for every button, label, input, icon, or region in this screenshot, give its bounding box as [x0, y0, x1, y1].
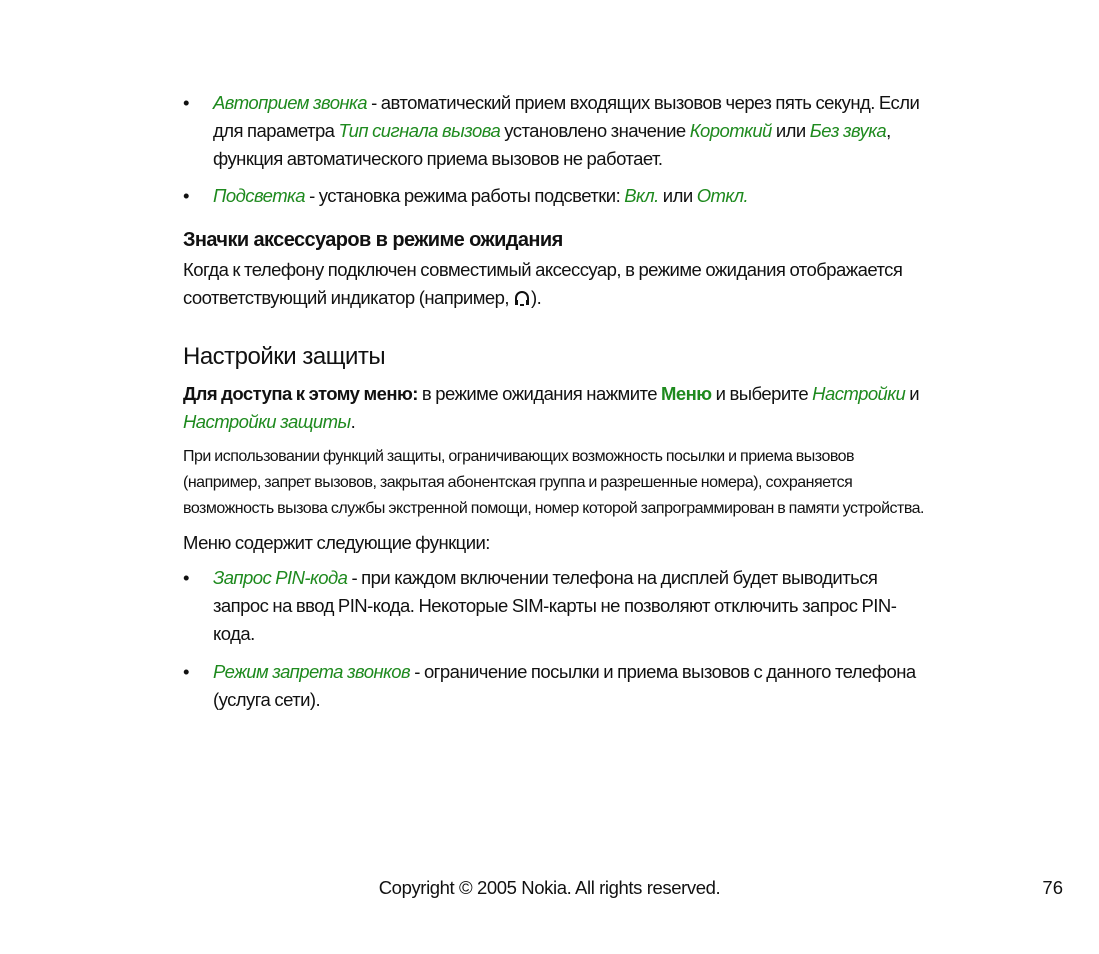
term: Настройки защиты — [183, 411, 351, 432]
text: . — [350, 411, 356, 432]
page-content — [183, 89, 928, 714]
access-label: Для доступа к этому меню: — [183, 383, 418, 404]
text: или — [771, 120, 810, 141]
headset-icon — [513, 287, 531, 305]
bullet-icon: • — [183, 567, 189, 588]
term: Настройки — [812, 383, 906, 404]
bullet-auto-answer — [183, 89, 928, 173]
term: Режим запрета звонков — [213, 661, 411, 682]
security-heading: Настройки защиты — [183, 343, 386, 370]
access-path — [183, 380, 928, 436]
text: ). — [531, 287, 542, 308]
bullet-icon: • — [183, 185, 189, 206]
text: - при каждом включении телефона на дисплей будет выводиться запрос на ввод PIN-кода. Некоторые SIM-карты не позволяют отключить запрос PIN-кода. — [213, 567, 897, 644]
term: Подсветка — [213, 185, 305, 206]
term: Откл. — [696, 185, 749, 206]
text: - ограничение посылки и приема вызовов с данного телефона (услуга сети). — [213, 661, 916, 710]
copyright: Copyright © 2005 Nokia. All rights reserved. — [378, 877, 721, 898]
term: Короткий — [689, 120, 772, 141]
term: Без звука — [809, 120, 887, 141]
accessories-heading: Значки аксессуаров в режиме ожидания — [183, 229, 563, 251]
text: в режиме ожидания нажмите — [417, 383, 662, 404]
security-note: При использовании функций защиты, ограничивающих возможность посылки и приема вызовов (например, запрет вызовов, закрытая абонентская группа и разрешенные номера), сохраняется возможность вызова службы экстренной помощи, номер которой запрограммирован в памяти устройства. — [183, 448, 924, 517]
text: - установка режима работы подсветки: — [305, 185, 625, 206]
text: Когда к телефону подключен совместимый аксессуар, в режиме ожидания отображается соответствующий индикатор (например, — [183, 259, 903, 308]
text: установлено значение — [500, 120, 690, 141]
text: и выберите — [711, 383, 813, 404]
menu-key: Меню — [661, 383, 712, 404]
bullet-pin-request — [183, 564, 928, 648]
text: и — [905, 383, 920, 404]
term: Тип сигнала вызова — [338, 120, 501, 141]
term: Автоприем звонка — [213, 92, 367, 113]
bullet-icon: • — [183, 661, 189, 682]
text: , функция автоматического приема вызовов не работает. — [213, 120, 891, 169]
accessories-text — [183, 256, 928, 312]
menu-intro: Меню содержит следующие функции: — [183, 532, 490, 553]
text: - автоматический прием входящих вызовов через пять секунд. Если для параметра — [213, 92, 920, 141]
term: Запрос PIN-кода — [213, 567, 348, 588]
bullet-call-barring — [183, 658, 928, 714]
footer — [0, 854, 1099, 954]
bullet-icon: • — [183, 92, 189, 113]
term: Вкл. — [624, 185, 659, 206]
page-number: 76 — [1042, 877, 1063, 898]
bullet-backlight — [183, 182, 928, 210]
text: или — [658, 185, 697, 206]
